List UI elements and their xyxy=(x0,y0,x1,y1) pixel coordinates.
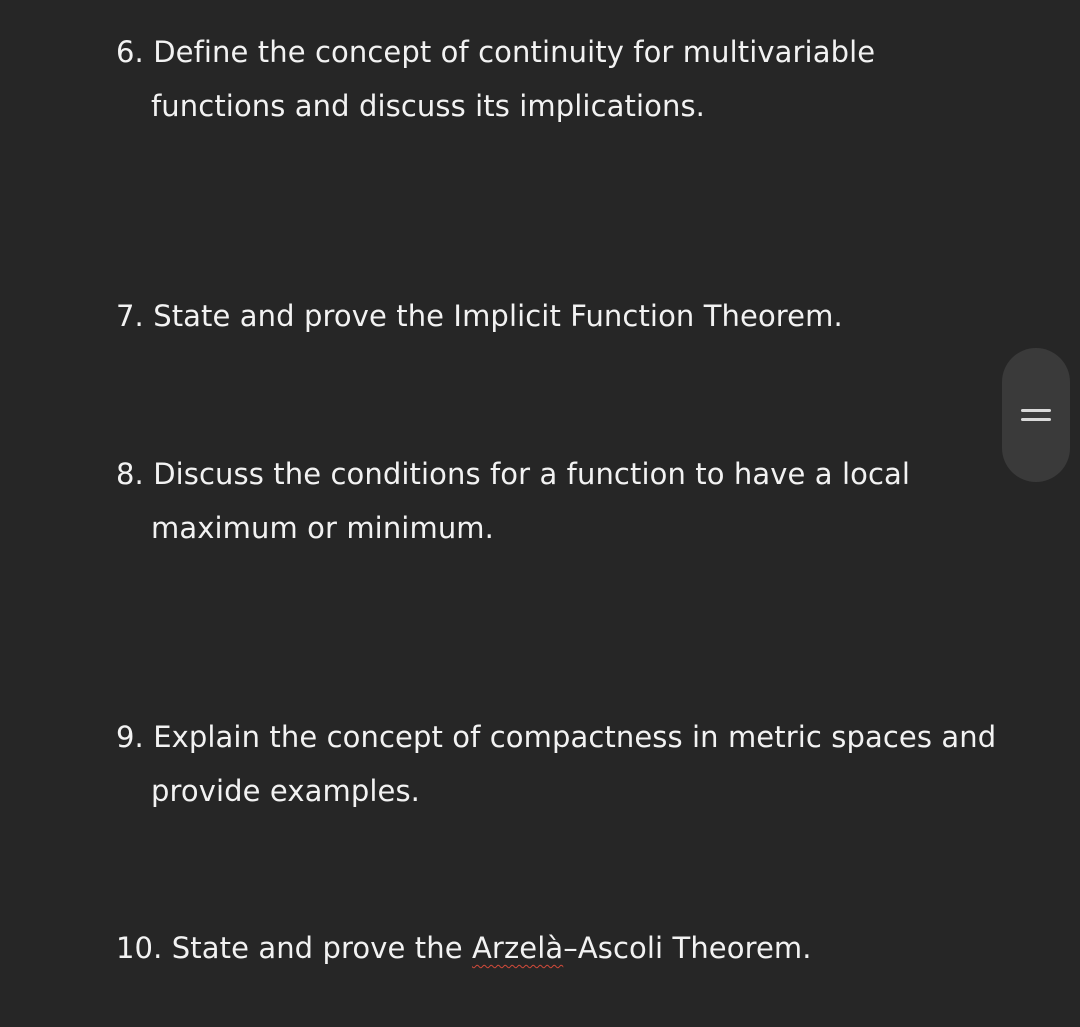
spellcheck-flagged-word[interactable]: Arzelà xyxy=(471,931,564,965)
question-6-number: 6. xyxy=(116,35,144,69)
question-8-text: Discuss the conditions for a function to have a local xyxy=(153,457,911,491)
question-9-text: Explain the concept of compactness in metric spaces and xyxy=(153,720,997,754)
grip-lines-icon xyxy=(1021,409,1051,421)
question-8-line-1 xyxy=(116,447,1006,501)
question-7-text: State and prove the Implicit Function Theorem. xyxy=(153,299,843,333)
question-7-line-1 xyxy=(116,289,1006,343)
question-10-text-after: –Ascoli Theorem. xyxy=(563,931,812,965)
question-6-text: Define the concept of continuity for multivariable xyxy=(153,35,876,69)
question-9-line-2: provide examples. xyxy=(151,774,420,808)
question-6-line-1 xyxy=(116,25,1006,79)
question-10-text-before: State and prove the xyxy=(171,931,472,965)
question-8 xyxy=(116,447,1006,555)
question-10-line-1 xyxy=(116,921,1006,975)
question-10-number: 10. xyxy=(116,931,163,965)
question-10 xyxy=(116,921,1006,975)
question-6-line-2: functions and discuss its implications. xyxy=(151,89,705,123)
question-7 xyxy=(116,289,1006,343)
question-9-line-1 xyxy=(116,710,1006,764)
question-9-number: 9. xyxy=(116,720,144,754)
question-9 xyxy=(116,710,1006,818)
question-7-number: 7. xyxy=(116,299,144,333)
question-8-line-2: maximum or minimum. xyxy=(151,511,494,545)
question-6 xyxy=(116,25,1006,133)
scroll-handle[interactable] xyxy=(1002,348,1070,482)
question-8-number: 8. xyxy=(116,457,144,491)
